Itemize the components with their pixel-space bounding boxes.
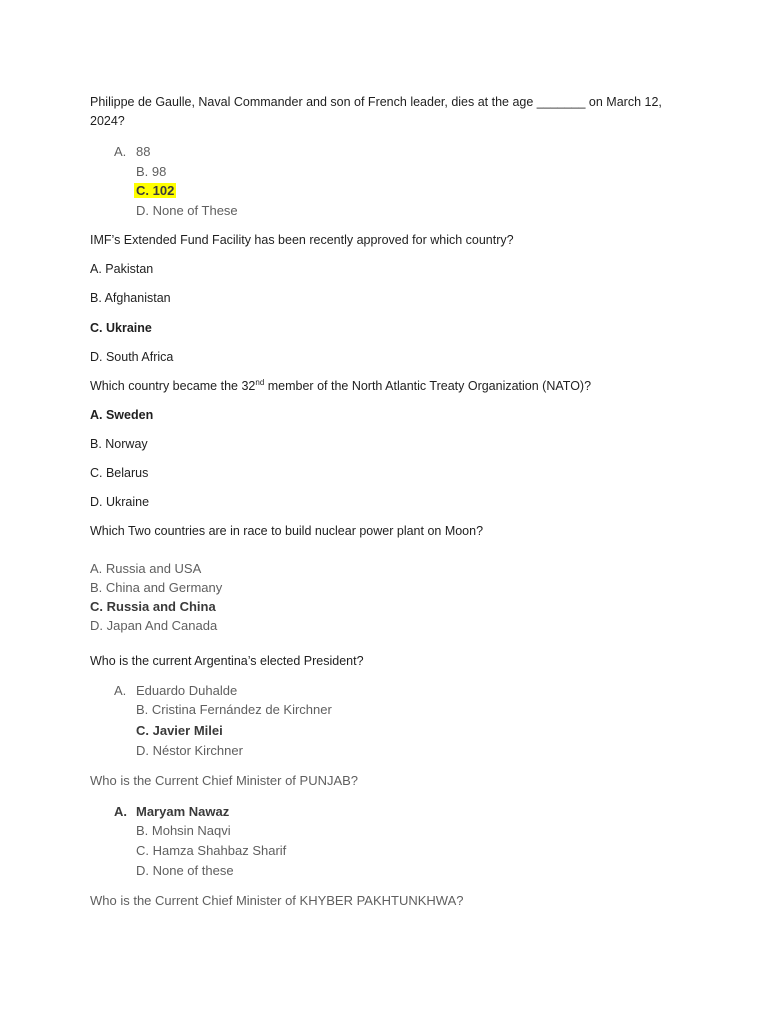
question-1-option-b: B. 98 [136, 164, 167, 179]
question-3-text-superscript: nd [255, 377, 265, 387]
question-3-text-before: Which country became the 32 [90, 379, 256, 393]
question-1-text-line1: Philippe de Gaulle, Naval Commander and son of French leader, dies at the age _______ on March 12, [90, 95, 662, 109]
question-6-option-a-marker: A. [114, 804, 127, 819]
question-6-option-a-answer: Maryam Nawaz [136, 804, 230, 819]
question-3-option-b: B. Norway [90, 437, 148, 451]
question-2-option-c-answer: C. Ukraine [90, 321, 152, 335]
question-2-option-b: B. Afghanistan [90, 291, 171, 305]
question-5-text: Who is the current Argentina’s elected President? [90, 654, 364, 668]
question-1-option-a: 88 [136, 144, 151, 159]
question-4-option-d: D. Japan And Canada [90, 618, 218, 633]
question-2-option-d: D. South Africa [90, 350, 174, 364]
question-5-option-a-marker: A. [114, 683, 127, 698]
question-3-text-after: member of the North Atlantic Treaty Organization (NATO)? [264, 379, 592, 393]
question-3-option-c: C. Belarus [90, 466, 149, 480]
question-1-option-a-marker: A. [114, 144, 127, 159]
question-3-option-a-answer: A. Sweden [90, 408, 154, 422]
question-6-option-d: D. None of these [136, 863, 234, 878]
answer-highlight: C. 102 [136, 183, 175, 198]
question-1-option-d: D. None of These [136, 203, 238, 218]
question-5-option-c-answer: C. Javier Milei [136, 723, 223, 738]
question-7-text: Who is the Current Chief Minister of KHYBER PAKHTUNKHWA? [90, 893, 464, 908]
question-6-text: Who is the Current Chief Minister of PUNJAB? [90, 773, 359, 788]
question-2-option-a: A. Pakistan [90, 262, 154, 276]
question-6-option-b: B. Mohsin Naqvi [136, 823, 231, 838]
question-5-option-a: Eduardo Duhalde [136, 683, 238, 698]
question-3-text [90, 379, 591, 394]
question-4-option-a: A. Russia and USA [90, 561, 202, 576]
question-4-text: Which Two countries are in race to build nuclear power plant on Moon? [90, 524, 484, 538]
question-2-text: IMF’s Extended Fund Facility has been recently approved for which country? [90, 233, 514, 247]
question-4-option-c-answer: C. Russia and China [90, 599, 216, 614]
question-1-option-c-answer [136, 183, 176, 199]
question-4-option-b: B. China and Germany [90, 580, 223, 595]
question-6-option-c: C. Hamza Shahbaz Sharif [136, 843, 287, 858]
question-3-option-d: D. Ukraine [90, 495, 150, 509]
question-5-option-d: D. Néstor Kirchner [136, 743, 243, 758]
question-1-text-line2: 2024? [90, 114, 125, 128]
question-5-option-b: B. Cristina Fernández de Kirchner [136, 702, 332, 717]
